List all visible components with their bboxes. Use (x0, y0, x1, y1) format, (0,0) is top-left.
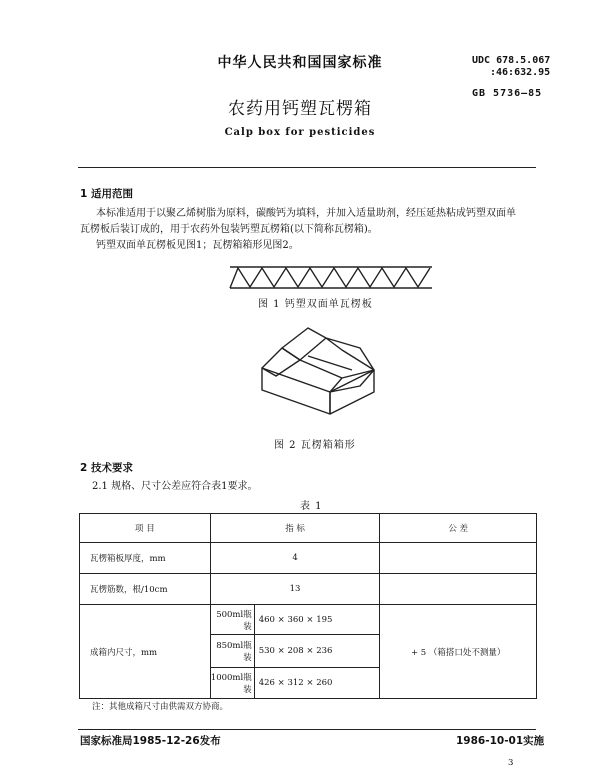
header-item: 项 目 (80, 514, 211, 543)
sub-dims-500ml: 460 × 360 × 195 (254, 605, 380, 635)
sub-dims-1000ml: 426 × 312 × 260 (254, 668, 380, 699)
section-1-para-3: 钙塑双面单瓦楞板见图1；瓦楞箱箱形见图2。 (96, 240, 299, 251)
figure-1-corrugated-board (228, 264, 434, 294)
section-2-clause: 2.1 规格、尺寸公差应符合表1要求。 (92, 481, 258, 492)
figure-2-box-shape (256, 320, 386, 416)
row-inner-size-label: 成箱内尺寸，mm (80, 605, 211, 699)
header-value: 指 标 (210, 514, 380, 543)
footer-rule (78, 729, 536, 730)
gb-number: GB 5736—85 (472, 88, 543, 99)
udc-code-continued: :46:632.95 (490, 67, 551, 78)
header-tolerance: 公 差 (380, 514, 537, 543)
effective-date: 1986-10-01实施 (456, 735, 545, 747)
row-flute-count-tolerance (380, 574, 537, 605)
figure-1-caption: 图 1 钙塑双面单瓦楞板 (258, 299, 373, 310)
table-row (80, 543, 537, 574)
row-board-thickness-label: 瓦楞箱板厚度，mm (80, 543, 211, 574)
udc-code: UDC 678.5.067 (472, 55, 551, 66)
table-header-row (80, 514, 537, 543)
document-english-title: Calp box for pesticides (224, 127, 376, 138)
section-1-para-1: 本标准适用于以聚乙烯树脂为原料，碳酸钙为填料，并加入适量助剂，经压延热粘成钙塑双面单 (96, 208, 516, 219)
row-board-thickness-value: 4 (210, 543, 380, 574)
row-board-thickness-tolerance (380, 543, 537, 574)
figure-2-caption: 图 2 瓦楞箱箱形 (274, 440, 356, 451)
sub-type-500ml: 500ml瓶装 (210, 605, 254, 635)
sub-dims-850ml: 530 × 208 × 236 (254, 635, 380, 668)
section-2-heading: 2 技术要求 (80, 462, 133, 474)
table-1 (79, 513, 537, 699)
table-1-caption: 表 1 (300, 501, 323, 512)
standard-title: 中华人民共和国国家标准 (217, 55, 383, 71)
table-1-note: 注：其他成箱尺寸由供需双方协商。 (92, 702, 229, 712)
issue-date: 国家标准局1985-12-26发布 (80, 735, 221, 747)
sub-type-850ml: 850ml瓶装 (210, 635, 254, 668)
section-1-heading: 1 适用范围 (80, 188, 133, 200)
table-row (80, 605, 537, 635)
table-row (80, 574, 537, 605)
document-title: 农药用钙塑瓦楞箱 (228, 99, 372, 119)
page-number: 3 (508, 758, 514, 768)
row-flute-count-label: 瓦楞筋数，根/10cm (80, 574, 211, 605)
sub-type-1000ml: 1000ml瓶装 (210, 668, 254, 699)
row-inner-size-tolerance: + 5 （箱搭口处不测量） (380, 605, 537, 699)
row-flute-count-value: 13 (210, 574, 380, 605)
header-rule (78, 167, 536, 168)
section-1-para-2: 瓦楞板后装订成的，用于农药外包装钙塑瓦楞箱(以下简称瓦楞箱)。 (80, 224, 378, 235)
